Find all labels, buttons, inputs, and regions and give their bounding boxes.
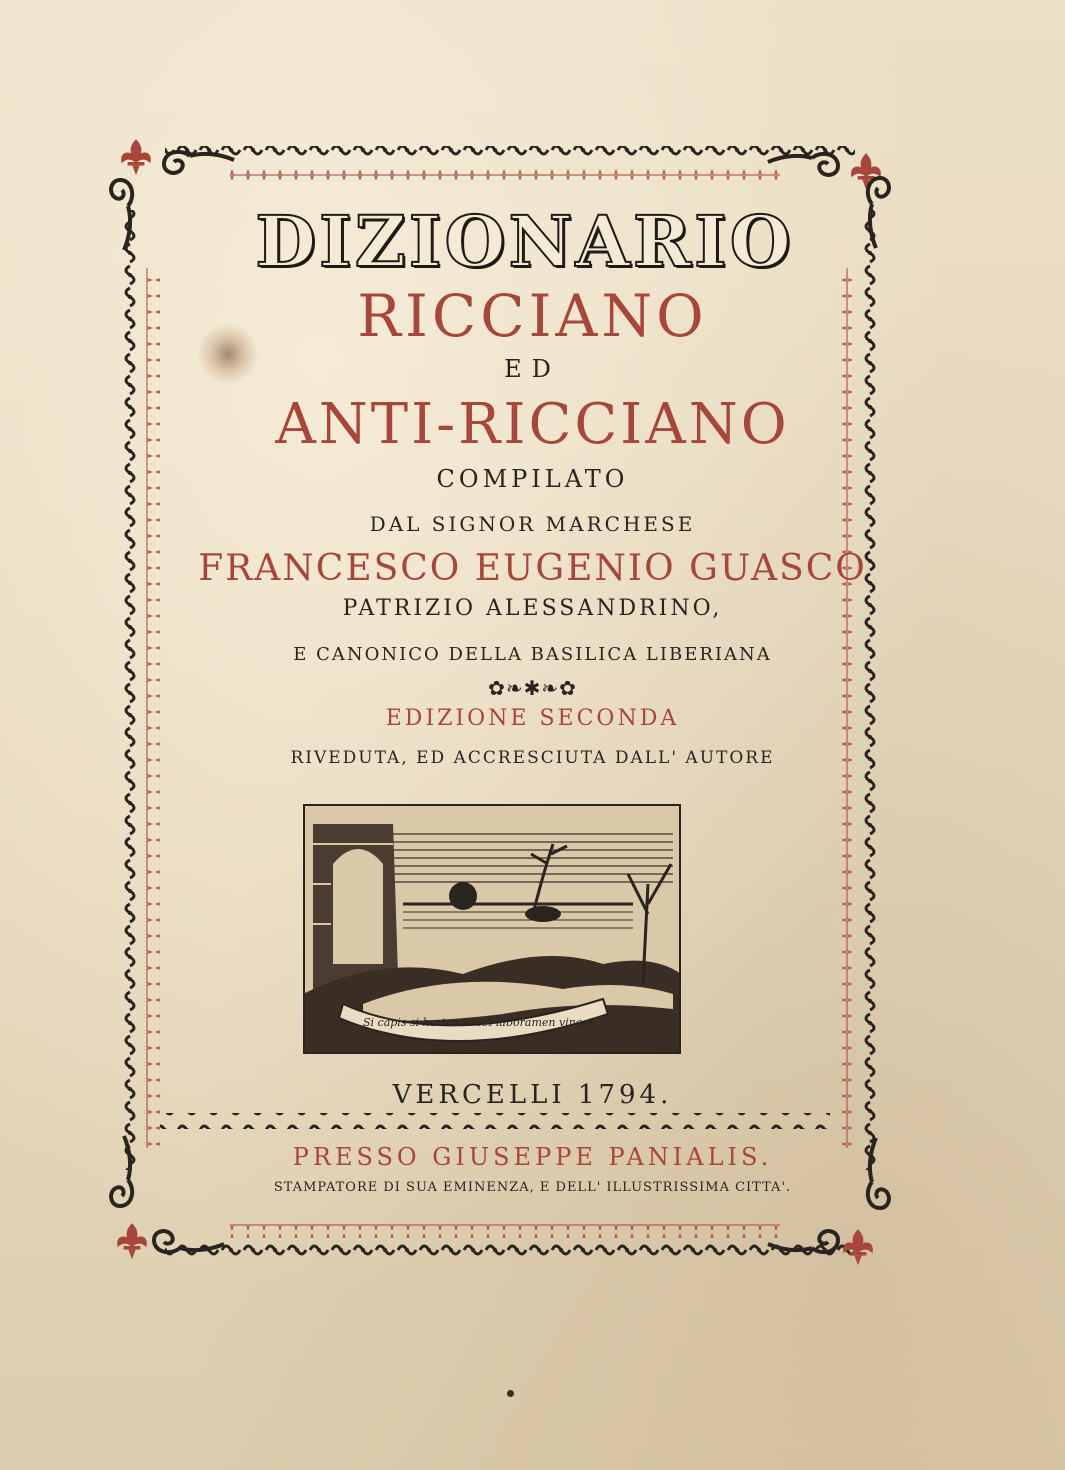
edition-note: RIVEDUTA, ED ACCRESCIUTA DALL' AUTORE xyxy=(290,748,775,768)
author-title-1: PATRIZIO ALESSANDRINO, xyxy=(342,596,723,621)
title-line-anti-ricciano: ANTI-RICCIANO xyxy=(275,392,790,457)
ink-dot xyxy=(507,1390,514,1397)
compiled-label: COMPILATO xyxy=(436,465,629,493)
title-line-ricciano: RICCIANO xyxy=(357,282,708,350)
woodcut-motto: Si capis si hortus adest laboramen vincet xyxy=(363,1016,593,1029)
edition-label: EDIZIONE SECONDA xyxy=(385,706,680,731)
fleuron-icon: ✿❧✱❧✿ xyxy=(488,676,577,700)
woodcut-illustration xyxy=(303,804,681,1054)
title-line-ed: ED xyxy=(504,355,561,383)
author-title-2: E CANONICO DELLA BASILICA LIBERIANA xyxy=(293,644,772,665)
title-line-dizionario: DIZIONARIO xyxy=(255,200,794,283)
author-name: FRANCESCO EUGENIO GUASCO xyxy=(198,548,867,589)
place-and-date: VERCELLI 1794. xyxy=(392,1080,673,1110)
printer-name: PRESSO GIUSEPPE PANIALIS. xyxy=(292,1143,773,1171)
by-label: DAL SIGNOR MARCHESE xyxy=(369,512,696,536)
printer-note: STAMPATORE DI SUA EMINENZA, E DELL' ILLUSTRISSIMA CITTA'. xyxy=(273,1180,792,1195)
